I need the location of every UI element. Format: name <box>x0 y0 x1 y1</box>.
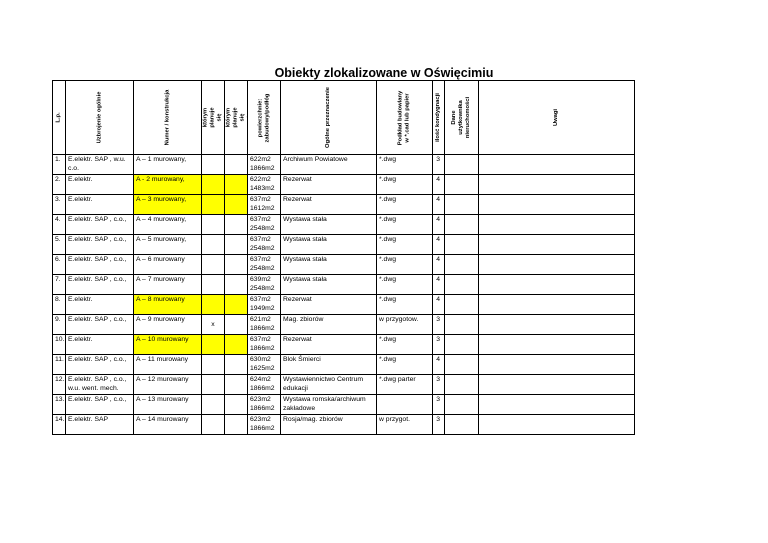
table-row <box>53 215 635 235</box>
cell-uzytkownik <box>445 415 479 435</box>
cell-uwagi <box>479 155 635 175</box>
cell-kondygnacje: 4 <box>433 235 445 255</box>
cell-podklad: *.dwg <box>377 335 433 355</box>
table-row <box>53 315 635 335</box>
cell-przeznaczenie: Blok Śmierci <box>281 355 377 375</box>
table-row <box>53 295 635 315</box>
cell-powierzchnia: 637m2 2548m2 <box>248 235 281 255</box>
cell-fdg <box>225 235 248 255</box>
table-row <box>53 255 635 275</box>
cell-fdg <box>225 315 248 335</box>
cell-numer: A – 8 murowany <box>134 295 202 315</box>
table-row <box>53 235 635 255</box>
cell-kondygnacje: 3 <box>433 395 445 415</box>
cell-lp: 5. <box>53 235 66 255</box>
cell-uzbrojenie: E.elektr. SAP , c.o., <box>66 395 134 415</box>
table-row <box>53 275 635 295</box>
cell-fdg <box>225 355 248 375</box>
header-kondygnacje: ilość kondygnacji <box>433 81 445 155</box>
cell-fdg <box>225 175 248 195</box>
cell-uwagi <box>479 235 635 255</box>
cell-przeznaczenie: Mag. zbiorów <box>281 315 377 335</box>
cell-kondygnacje: 4 <box>433 215 445 235</box>
cell-kondygnacje: 3 <box>433 375 445 395</box>
table-row <box>53 395 635 415</box>
cell-uzbrojenie: E.elektr. <box>66 295 134 315</box>
header-podklad: Podkład budowlany w *.cad lub papier <box>377 81 433 155</box>
cell-kondygnacje: 3 <box>433 315 445 335</box>
cell-uzbrojenie: E.elektr. SAP , c.o., <box>66 315 134 335</box>
cell-fdg <box>225 155 248 175</box>
cell-powierzchnia: 622m2 1483m2 <box>248 175 281 195</box>
cell-uwagi <box>479 255 635 275</box>
cell-uzbrojenie: E.elektr. SAP , c.o., <box>66 215 134 235</box>
cell-uzbrojenie: E.elektr. SAP , w.u. c.o. <box>66 155 134 175</box>
cell-powierzchnia: 622m2 1866m2 <box>248 155 281 175</box>
cell-przeznaczenie: Rezerwat <box>281 175 377 195</box>
table-row <box>53 375 635 395</box>
cell-uzbrojenie: E.elektr. <box>66 195 134 215</box>
cell-powierzchnia: 637m2 2548m2 <box>248 255 281 275</box>
cell-uwagi <box>479 315 635 335</box>
cell-uwagi <box>479 175 635 195</box>
cell-kondygnacje: 3 <box>433 415 445 435</box>
cell-lp: 3. <box>53 195 66 215</box>
cell-podklad: *.dwg <box>377 215 433 235</box>
cell-kondygnacje: 4 <box>433 295 445 315</box>
cell-uzytkownik <box>445 215 479 235</box>
header-lp: L.p. <box>53 81 66 155</box>
cell-uwagi <box>479 375 635 395</box>
cell-lp: 13. <box>53 395 66 415</box>
cell-kondygnacje: 3 <box>433 155 445 175</box>
cell-sug <box>202 375 225 395</box>
cell-numer: A – 11 murowany <box>134 355 202 375</box>
header-przeznaczenie: Ogólne przeznaczenie <box>281 81 377 155</box>
cell-numer: A – 5 murowany, <box>134 235 202 255</box>
cell-numer: A - 2 murowany, <box>134 175 202 195</box>
cell-przeznaczenie: Wystawa stała <box>281 275 377 295</box>
cell-lp: 4. <box>53 215 66 235</box>
cell-uzytkownik <box>445 155 479 175</box>
cell-numer: A – 10 murowany <box>134 335 202 355</box>
cell-kondygnacje: 4 <box>433 355 445 375</box>
cell-uzbrojenie: E.elektr. SAP , c.o., <box>66 275 134 295</box>
cell-uzytkownik <box>445 395 479 415</box>
cell-podklad: *.dwg <box>377 195 433 215</box>
header-sug: którym planuje się <box>202 81 225 155</box>
cell-fdg <box>225 215 248 235</box>
page-title: Obiekty zlokalizowane w Oświęcimiu <box>274 66 494 80</box>
cell-powierzchnia: 630m2 1625m2 <box>248 355 281 375</box>
cell-uzbrojenie: E.elektr. <box>66 335 134 355</box>
cell-powierzchnia: 624m2 1866m2 <box>248 375 281 395</box>
cell-lp: 14. <box>53 415 66 435</box>
cell-numer: A – 7 murowany <box>134 275 202 295</box>
cell-numer: A – 1 murowany, <box>134 155 202 175</box>
cell-uzytkownik <box>445 295 479 315</box>
cell-fdg <box>225 195 248 215</box>
cell-lp: 9. <box>53 315 66 335</box>
cell-uwagi <box>479 195 635 215</box>
cell-uwagi <box>479 335 635 355</box>
table-row <box>53 155 635 175</box>
cell-podklad: *.dwg <box>377 295 433 315</box>
cell-uwagi <box>479 395 635 415</box>
cell-kondygnacje: 4 <box>433 195 445 215</box>
header-uzytkownik: Dane użytkownika nieruchomości <box>445 81 479 155</box>
cell-lp: 1. <box>53 155 66 175</box>
table-row <box>53 355 635 375</box>
cell-powierzchnia: 637m2 1612m2 <box>248 195 281 215</box>
cell-numer: A – 6 murowany <box>134 255 202 275</box>
cell-uzytkownik <box>445 355 479 375</box>
cell-uzytkownik <box>445 195 479 215</box>
cell-przeznaczenie: Wystawiennictwo Centrum edukacji <box>281 375 377 395</box>
cell-przeznaczenie: Rosja/mag. zbiorów <box>281 415 377 435</box>
cell-uzytkownik <box>445 175 479 195</box>
cell-kondygnacje: 4 <box>433 175 445 195</box>
cell-przeznaczenie: Wystawa stała <box>281 255 377 275</box>
cell-numer: A – 3 murowany, <box>134 195 202 215</box>
cell-przeznaczenie: Rezerwat <box>281 335 377 355</box>
cell-sug <box>202 295 225 315</box>
cell-lp: 12. <box>53 375 66 395</box>
cell-przeznaczenie: Wystawa stała <box>281 235 377 255</box>
cell-lp: 7. <box>53 275 66 295</box>
cell-sug <box>202 195 225 215</box>
cell-sug <box>202 395 225 415</box>
cell-uzytkownik <box>445 315 479 335</box>
cell-sug <box>202 355 225 375</box>
cell-przeznaczenie: Archiwum Powiatowe <box>281 155 377 175</box>
cell-lp: 11. <box>53 355 66 375</box>
cell-podklad: *.dwg <box>377 255 433 275</box>
cell-uzytkownik <box>445 235 479 255</box>
table-row <box>53 195 635 215</box>
cell-uwagi <box>479 415 635 435</box>
cell-kondygnacje: 4 <box>433 255 445 275</box>
cell-sug <box>202 175 225 195</box>
cell-fdg <box>225 255 248 275</box>
cell-lp: 8. <box>53 295 66 315</box>
cell-podklad: *.dwg <box>377 275 433 295</box>
cell-kondygnacje: 4 <box>433 275 445 295</box>
cell-numer: A – 9 murowany <box>134 315 202 335</box>
cell-sug <box>202 415 225 435</box>
cell-powierzchnia: 639m2 2548m2 <box>248 275 281 295</box>
cell-numer: A – 12 murowany <box>134 375 202 395</box>
cell-przeznaczenie: Wystawa romska/archiwum zakładowe <box>281 395 377 415</box>
cell-sug <box>202 255 225 275</box>
cell-lp: 6. <box>53 255 66 275</box>
cell-podklad: *.dwg <box>377 235 433 255</box>
cell-lp: 10. <box>53 335 66 355</box>
cell-uzbrojenie: E.elektr. SAP , c.o., <box>66 255 134 275</box>
cell-podklad: w przygotow. <box>377 315 433 335</box>
cell-sug <box>202 155 225 175</box>
cell-podklad: w przygot. <box>377 415 433 435</box>
cell-fdg <box>225 275 248 295</box>
cell-powierzchnia: 623m2 1866m2 <box>248 415 281 435</box>
cell-uzytkownik <box>445 275 479 295</box>
cell-powierzchnia: 621m2 1866m2 <box>248 315 281 335</box>
cell-powierzchnia: 637m2 2548m2 <box>248 215 281 235</box>
cell-sug <box>202 275 225 295</box>
cell-powierzchnia: 637m2 1866m2 <box>248 335 281 355</box>
cell-kondygnacje: 3 <box>433 335 445 355</box>
header-powierzchnia: powierzchnie: zabudowy/podłóg <box>248 81 281 155</box>
cell-podklad: *.dwg parter <box>377 375 433 395</box>
header-uwagi: Uwagi <box>479 81 635 155</box>
cell-podklad: *.dwg <box>377 155 433 175</box>
cell-uwagi <box>479 355 635 375</box>
header-uzbrojenie: Uzbrojenie ogólnie <box>66 81 134 155</box>
cell-fdg <box>225 335 248 355</box>
cell-uwagi <box>479 295 635 315</box>
cell-numer: A – 13 murowany <box>134 395 202 415</box>
header-row <box>53 81 635 155</box>
cell-przeznaczenie: Rezerwat <box>281 195 377 215</box>
cell-podklad: *.dwg <box>377 355 433 375</box>
header-numer: Numer / konstrukcja <box>134 81 202 155</box>
cell-fdg <box>225 375 248 395</box>
table-row <box>53 175 635 195</box>
cell-uwagi <box>479 215 635 235</box>
cell-uzytkownik <box>445 255 479 275</box>
cell-uwagi <box>479 275 635 295</box>
cell-podklad: *.dwg <box>377 175 433 195</box>
cell-fdg <box>225 415 248 435</box>
cell-numer: A – 4 murowany, <box>134 215 202 235</box>
cell-sug <box>202 235 225 255</box>
cell-uzbrojenie: E.elektr. SAP , c.o., w.u. went. mech. <box>66 375 134 395</box>
cell-przeznaczenie: Wystawa stała <box>281 215 377 235</box>
cell-podklad <box>377 395 433 415</box>
cell-sug <box>202 215 225 235</box>
cell-fdg <box>225 395 248 415</box>
cell-uzbrojenie: E.elektr. SAP <box>66 415 134 435</box>
cell-sug <box>202 335 225 355</box>
cell-uzbrojenie: E.elektr. SAP , c.o., <box>66 235 134 255</box>
cell-powierzchnia: 637m2 1949m2 <box>248 295 281 315</box>
header-fdg: którym planuje się <box>225 81 248 155</box>
cell-fdg <box>225 295 248 315</box>
cell-przeznaczenie: Rezerwat <box>281 295 377 315</box>
table-row <box>53 415 635 435</box>
cell-uzbrojenie: E.elektr. SAP , c.o., <box>66 355 134 375</box>
cell-sug: x <box>202 315 225 335</box>
cell-lp: 2. <box>53 175 66 195</box>
cell-numer: A – 14 murowany <box>134 415 202 435</box>
table-row <box>53 335 635 355</box>
objects-table <box>52 80 635 435</box>
cell-powierzchnia: 623m2 1866m2 <box>248 395 281 415</box>
cell-uzytkownik <box>445 375 479 395</box>
cell-uzytkownik <box>445 335 479 355</box>
cell-uzbrojenie: E.elektr. <box>66 175 134 195</box>
